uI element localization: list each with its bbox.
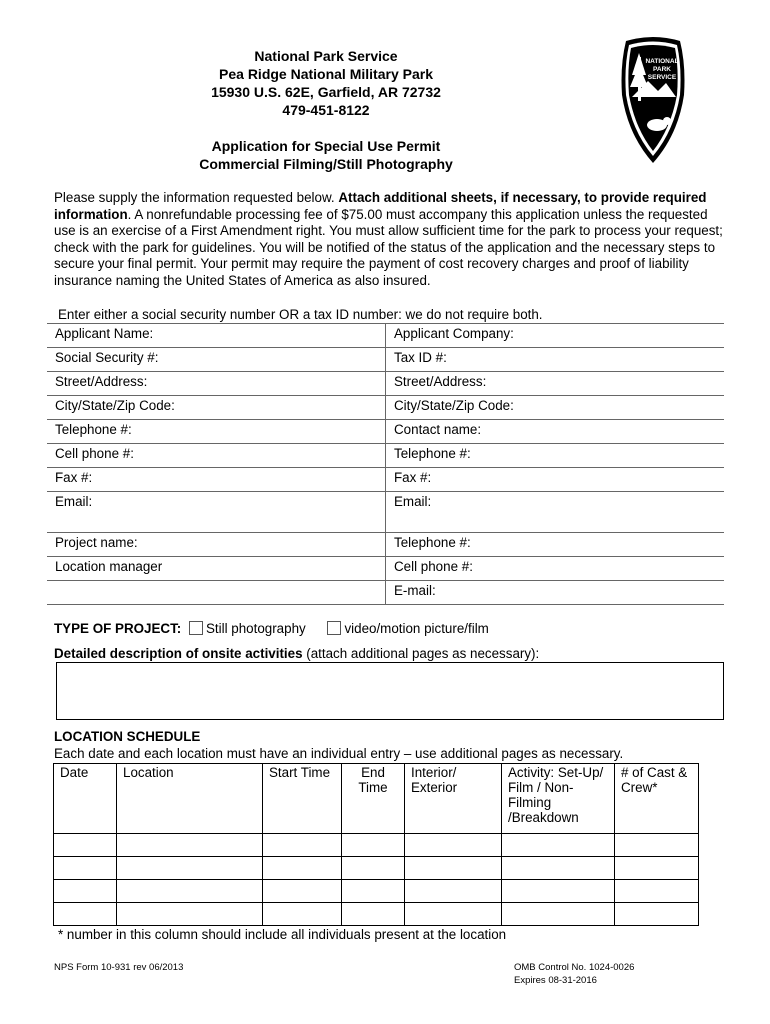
- park-address: 15930 U.S. 62E, Garfield, AR 72732: [211, 84, 441, 100]
- cell[interactable]: [615, 880, 699, 903]
- company-city-field[interactable]: City/State/Zip Code:: [386, 396, 725, 420]
- cell[interactable]: [405, 903, 502, 926]
- description-heading: [54, 646, 539, 661]
- company-email-field[interactable]: Email:: [386, 492, 725, 533]
- cell[interactable]: [502, 903, 615, 926]
- form-number: NPS Form 10-931 rev 06/2013: [54, 962, 184, 973]
- col-cast-header: # of Cast & Crew*: [615, 764, 699, 834]
- intro-text-bold: Attach additional sheets, if necessary, to provide required information: [54, 190, 707, 222]
- location-schedule-table: [53, 763, 699, 926]
- intro-paragraph: [54, 190, 724, 290]
- project-telephone-field[interactable]: Telephone #:: [386, 533, 725, 557]
- org-name: National Park Service: [254, 48, 398, 64]
- col-end-header: End Time: [342, 764, 405, 834]
- applicant-name-field[interactable]: Applicant Name:: [47, 324, 386, 348]
- video-film-label: video/motion picture/film: [344, 621, 489, 636]
- col-activity-header: Activity: Set-Up/ Film / Non-Filming /Breakdown: [502, 764, 615, 834]
- cell[interactable]: [117, 834, 263, 857]
- cell[interactable]: [54, 857, 117, 880]
- cell[interactable]: [342, 903, 405, 926]
- description-label: Detailed description of onsite activities: [54, 646, 303, 661]
- table-row: [54, 857, 699, 880]
- cell[interactable]: [263, 880, 342, 903]
- cell[interactable]: [117, 903, 263, 926]
- tax-id-field[interactable]: Tax ID #:: [386, 348, 725, 372]
- description-textarea[interactable]: [56, 662, 724, 720]
- col-location-header: Location: [117, 764, 263, 834]
- email-field[interactable]: Email:: [47, 492, 386, 533]
- company-street-field[interactable]: Street/Address:: [386, 372, 725, 396]
- cell[interactable]: [502, 857, 615, 880]
- cell[interactable]: [263, 903, 342, 926]
- logo-text-park: PARK: [653, 66, 671, 73]
- schedule-footnote: * number in this column should include all individuals present at the location: [58, 927, 507, 942]
- table-row: [54, 834, 699, 857]
- ssn-field[interactable]: Social Security #:: [47, 348, 386, 372]
- applicant-info-table: [47, 323, 724, 605]
- form-subtitle: Commercial Filming/Still Photography: [199, 156, 453, 172]
- park-name: Pea Ridge National Military Park: [219, 66, 433, 82]
- applicant-company-field[interactable]: Applicant Company:: [386, 324, 725, 348]
- cell[interactable]: [342, 834, 405, 857]
- cell[interactable]: [405, 880, 502, 903]
- manager-cell-field[interactable]: Cell phone #:: [386, 557, 725, 581]
- project-type-row: [54, 621, 489, 636]
- cell-phone-field[interactable]: Cell phone #:: [47, 444, 386, 468]
- form-title: Application for Special Use Permit: [211, 138, 441, 154]
- cell[interactable]: [117, 880, 263, 903]
- still-photography-label: Still photography: [205, 621, 306, 636]
- nps-arrowhead-logo: [612, 35, 694, 165]
- table-row: [54, 880, 699, 903]
- cell[interactable]: [405, 834, 502, 857]
- cell[interactable]: [342, 857, 405, 880]
- cell[interactable]: [405, 857, 502, 880]
- description-note: (attach additional pages as necessary):: [302, 646, 540, 661]
- cell[interactable]: [117, 857, 263, 880]
- manager-email-field[interactable]: E-mail:: [386, 581, 725, 605]
- intro-text-1: Please supply the information requested below.: [54, 190, 339, 205]
- omb-control: OMB Control No. 1024-0026: [514, 962, 635, 973]
- cell[interactable]: [54, 903, 117, 926]
- empty-cell: [47, 581, 386, 605]
- cell[interactable]: [54, 880, 117, 903]
- telephone-field[interactable]: Telephone #:: [47, 420, 386, 444]
- cell[interactable]: [615, 834, 699, 857]
- cell[interactable]: [502, 834, 615, 857]
- schedule-title: LOCATION SCHEDULE: [54, 729, 201, 744]
- cell[interactable]: [615, 903, 699, 926]
- ssn-note: Enter either a social security number OR a tax ID number: we do not require both.: [58, 307, 543, 322]
- street-field[interactable]: Street/Address:: [47, 372, 386, 396]
- col-interior-header: Interior/ Exterior: [405, 764, 502, 834]
- project-name-field[interactable]: Project name:: [47, 533, 386, 557]
- cell[interactable]: [54, 834, 117, 857]
- location-manager-field[interactable]: Location manager: [47, 557, 386, 581]
- city-field[interactable]: City/State/Zip Code:: [47, 396, 386, 420]
- still-photography-checkbox[interactable]: [189, 621, 203, 635]
- table-row: [54, 903, 699, 926]
- park-phone: 479-451-8122: [282, 102, 370, 118]
- col-date-header: Date: [54, 764, 117, 834]
- logo-text-national: NATIONAL: [645, 58, 679, 65]
- col-start-header: Start Time: [263, 764, 342, 834]
- company-telephone-field[interactable]: Telephone #:: [386, 444, 725, 468]
- schedule-note: Each date and each location must have an individual entry – use additional pages as necessary.: [54, 746, 624, 761]
- logo-text-service: SERVICE: [647, 74, 677, 81]
- contact-name-field[interactable]: Contact name:: [386, 420, 725, 444]
- cell[interactable]: [263, 857, 342, 880]
- cell[interactable]: [342, 880, 405, 903]
- fax-field[interactable]: Fax #:: [47, 468, 386, 492]
- cell[interactable]: [263, 834, 342, 857]
- cell[interactable]: [502, 880, 615, 903]
- expiration-date: Expires 08-31-2016: [514, 975, 597, 986]
- company-fax-field[interactable]: Fax #:: [386, 468, 725, 492]
- cell[interactable]: [615, 857, 699, 880]
- video-film-checkbox[interactable]: [327, 621, 341, 635]
- project-type-label: TYPE OF PROJECT:: [54, 621, 182, 636]
- intro-text-2: . A nonrefundable processing fee of $75.00 must accompany this application unless the requested use is an exercise of a First Amendment right. You must allow sufficient time for the park to process your request; check with the park for guidelines. You will be notified of the status of the application and the necessary steps to secure your final permit. Your permit may require the payment of cost recovery charges and proof of liability insurance naming the United States of America as also insured.: [54, 206, 723, 288]
